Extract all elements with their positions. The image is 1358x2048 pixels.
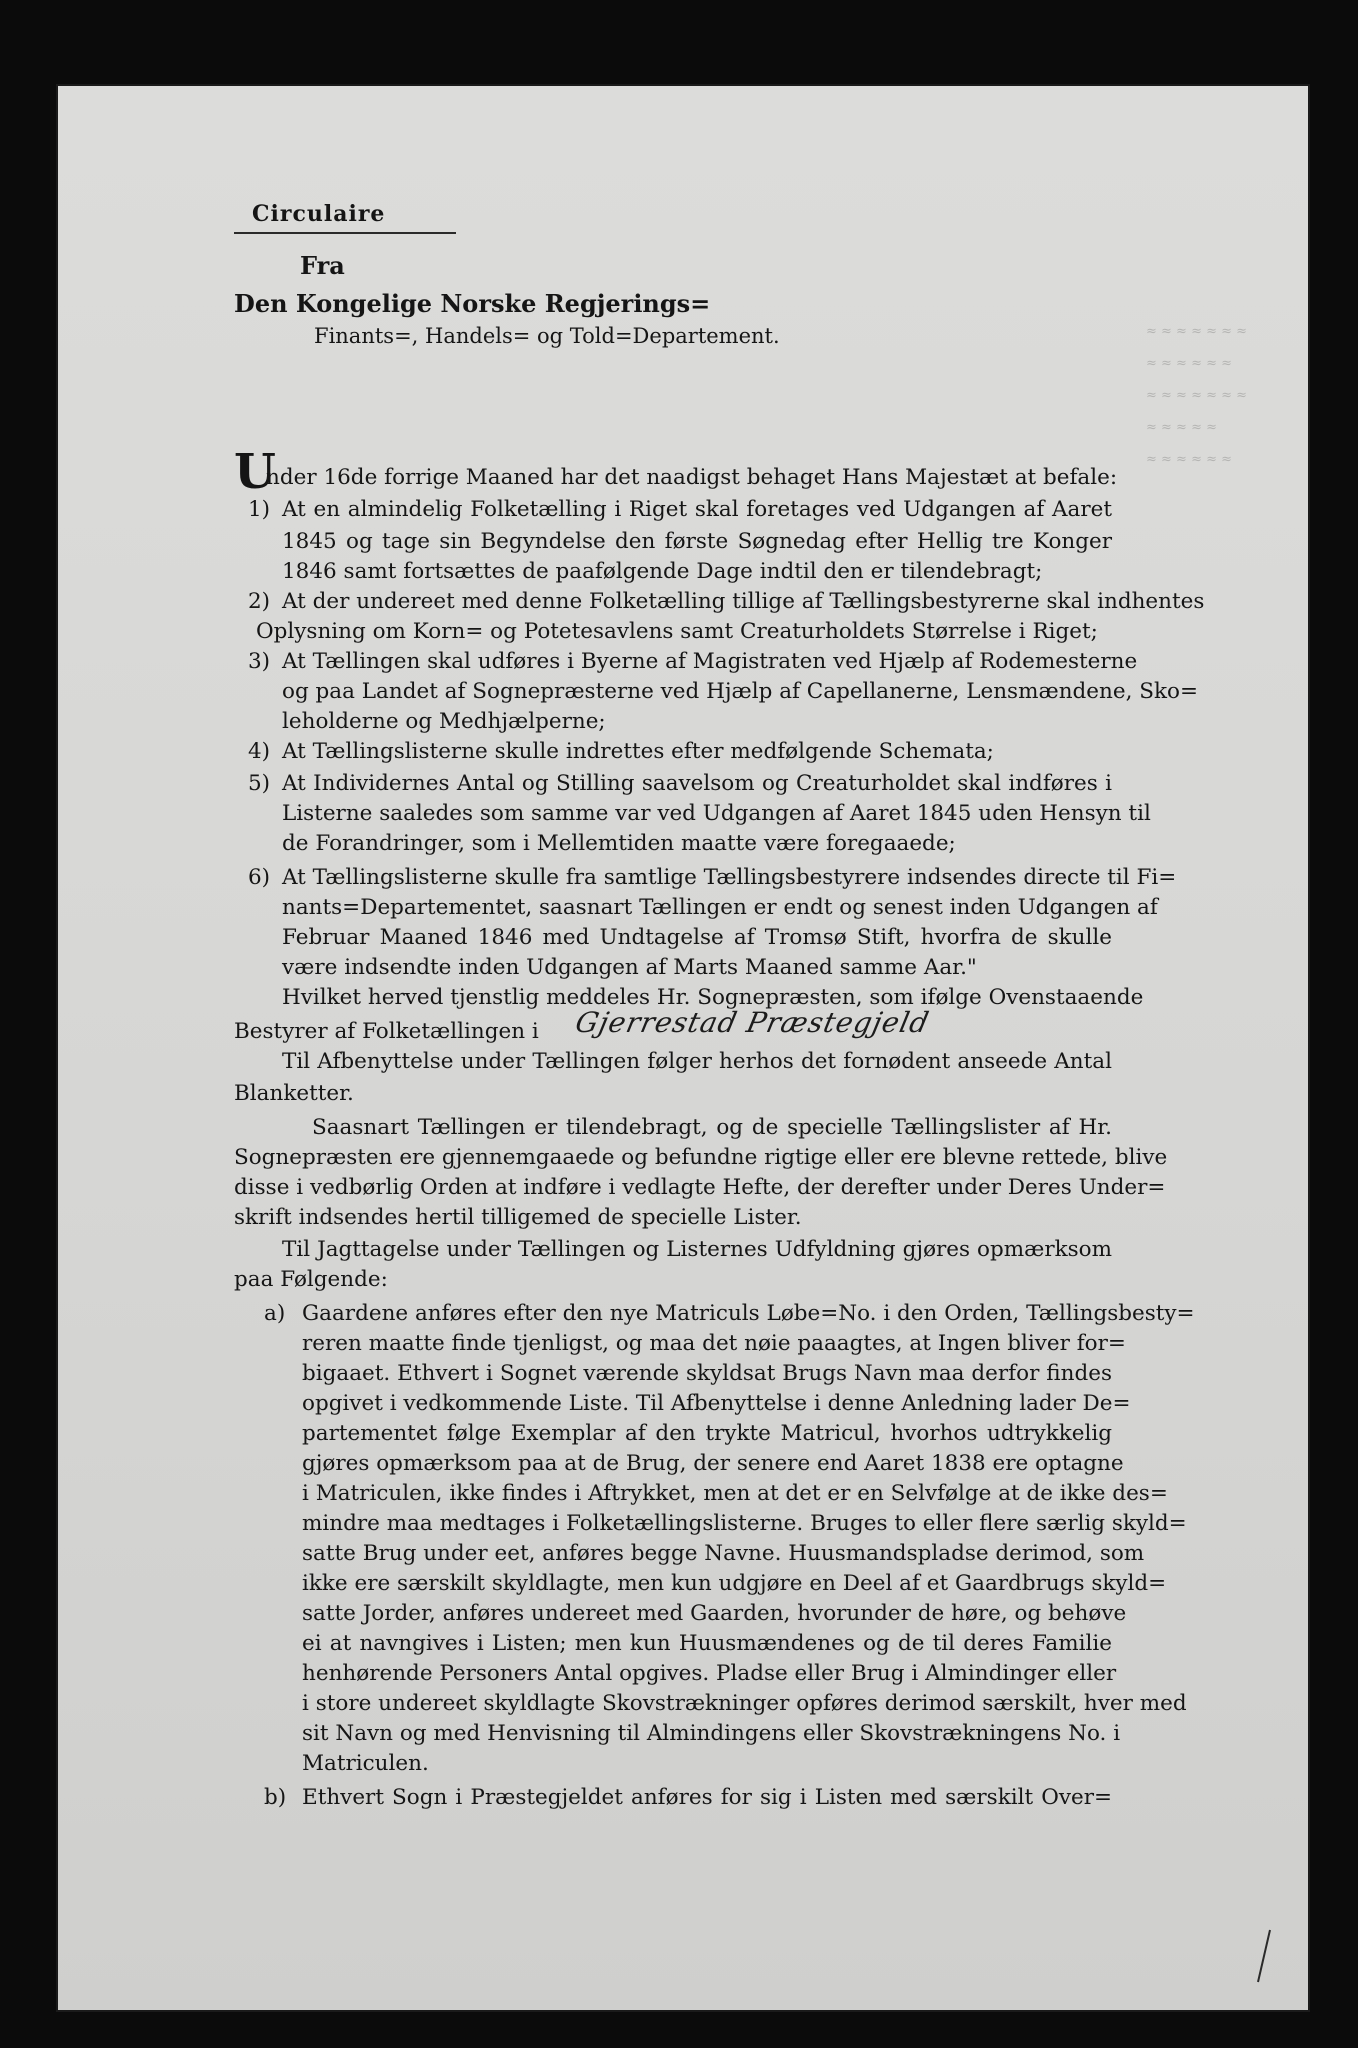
item-number: 6) — [248, 865, 271, 890]
item-line: At der undereet med denne Folketælling tillige af Tællingsbestyrerne skal indhentes — [282, 589, 1205, 614]
department-line-1: Den Kongelige Norske Regjerings= — [234, 289, 711, 318]
item-number: 4) — [248, 739, 271, 764]
title-underline — [234, 232, 456, 234]
item-line: Listerne saaledes som samme var ved Udgangen af Aaret 1845 uden Hensyn til — [282, 801, 1151, 826]
item-line: være indsendte inden Udgangen af Marts Maaned samme Aar." — [282, 955, 977, 980]
item-number: 2) — [248, 589, 271, 614]
item-line: 1846 samt fortsættes de paafølgende Dage indtil den er tilendebragt; — [282, 559, 1043, 584]
item-line: 1845 og tage sin Begyndelse den første Søgnedag efter Hellig tre Konger — [282, 529, 1112, 554]
item-line: leholderne og Medhjælperne; — [282, 709, 606, 734]
paragraph-line: skrift indsendes hertil tilligemed de specielle Lister. — [234, 1205, 802, 1230]
sub-item-line: sit Navn og med Henvisning til Almindingens eller Skovstrækningens No. i — [302, 1721, 1121, 1746]
department-line-2: Finants=, Handels= og Told=Departement. — [314, 324, 780, 348]
item-line: nants=Departementet, saasnart Tællingen er endt og senest inden Udgangen af — [282, 895, 1158, 920]
paragraph-line: Saasnart Tællingen er tilendebragt, og de specielle Tællingslister af Hr. — [312, 1115, 1112, 1140]
sub-item-line: ei at navngives i Listen; men kun Huusmændenes og de til deres Familie — [302, 1631, 1112, 1656]
item-line: Oplysning om Korn= og Potetesavlens samt Creaturholdets Størrelse i Riget; — [256, 619, 1098, 644]
item-line: Februar Maaned 1846 med Undtagelse af Tromsø Stift, hvorfra de skulle — [282, 925, 1112, 950]
sub-item-line: partementet følge Exemplar af den trykte Matricul, hvorhos udtrykkelig — [302, 1421, 1112, 1446]
fra-label: Fra — [300, 251, 345, 280]
sub-item-line: i store undereet skyldlagte Skovstrækninger opføres derimod særskilt, hver med — [302, 1691, 1187, 1716]
sub-item-line: Matriculen. — [302, 1751, 429, 1776]
item-line: At Tællingslisterne skulle indrettes efter medfølgende Schemata; — [282, 739, 994, 764]
sub-item-line: i Matriculen, ikke findes i Aftrykket, men at det er en Selvfølge at de ikke des= — [302, 1481, 1168, 1506]
item-line: og paa Landet af Sognepræsterne ved Hjælp af Capellanerne, Lensmændene, Sko= — [282, 679, 1198, 704]
paragraph-line: Sognepræsten ere gjennemgaaede og befundne rigtige eller ere blevne rettede, blive — [234, 1145, 1168, 1170]
show-through-text: ≈ ≈ ≈ ≈ ≈ ≈ ≈ ≈ ≈ ≈ ≈ ≈ ≈ ≈ ≈ ≈ ≈ ≈ ≈ ≈ ≈ ≈ ≈ ≈ ≈ ≈ ≈ ≈ ≈ ≈ ≈ — [1146, 324, 1248, 467]
item-line: At Tællingen skal udføres i Byerne af Magistraten ved Hjælp af Rodemesterne — [282, 649, 1138, 674]
sub-item-line: Ethvert Sogn i Præstegjeldet anføres for sig i Listen med særskilt Over= — [302, 1785, 1112, 1810]
sub-item-line: bigaaet. Ethvert i Sognet værende skyldsat Brugs Navn maa derfor findes — [302, 1361, 1112, 1386]
paragraph-line: Blanketter. — [234, 1081, 354, 1106]
sub-item-line: reren maatte finde tjenligst, og maa det nøie paaagtes, at Ingen bliver for= — [302, 1331, 1126, 1356]
page-text — [56, 84, 1310, 2012]
paragraph-line: Bestyrer af Folketællingen i — [234, 1019, 539, 1044]
sub-item-letter: b) — [264, 1785, 287, 1810]
drop-cap: U — [234, 444, 276, 500]
sub-item-line: Gaardene anføres efter den nye Matriculs Løbe=No. i den Orden, Tællingsbesty= — [302, 1301, 1195, 1326]
item-line: At Tællingslisterne skulle fra samtlige Tællingsbestyrere indsendes directe til Fi= — [282, 865, 1177, 890]
item-line: At en almindelig Folketælling i Riget skal foretages ved Udgangen af Aaret — [282, 497, 1112, 522]
sub-item-line: satte Jorder, anføres undereet med Gaarden, hvorunder de høre, og behøve — [302, 1601, 1127, 1626]
page-corner-mark — [1248, 1924, 1308, 1984]
sub-item-line: gjøres opmærksom paa at de Brug, der senere end Aaret 1838 ere optagne — [302, 1451, 1124, 1476]
item-line: At Individernes Antal og Stilling saavelsom og Creaturholdet skal indføres i — [282, 771, 1112, 796]
item-number: 5) — [248, 771, 271, 796]
sub-item-line: henhørende Personers Antal opgives. Pladse eller Brug i Almindinger eller — [302, 1661, 1117, 1686]
paragraph-line: disse i vedbørlig Orden at indføre i vedlagte Hefte, der derefter under Deres Under= — [234, 1175, 1166, 1200]
paragraph-line: Til Jagttagelse under Tællingen og Listernes Udfyldning gjøres opmærksom — [282, 1237, 1112, 1262]
item-line: de Forandringer, som i Mellemtiden maatte være foregaaede; — [282, 831, 956, 856]
sub-item-line: ikke ere særskilt skyldlagte, men kun udgjøre en Deel af et Gaardbrugs skyld= — [302, 1571, 1167, 1596]
paragraph-line: Hvilket herved tjenstlig meddeles Hr. Sognepræsten, som ifølge Ovenstaaende — [282, 985, 1144, 1010]
item-number: 3) — [248, 649, 271, 674]
handwritten-parish-name: Gjerrestad Præstegjeld — [572, 1006, 933, 1039]
sub-item-line: satte Brug under eet, anføres begge Navne. Huusmandspladse derimod, som — [302, 1541, 1145, 1566]
sub-item-line: mindre maa medtages i Folketællingslisterne. Bruges to eller flere særlig skyld= — [302, 1511, 1187, 1536]
item-number: 1) — [248, 497, 271, 522]
circulaire-title: Circulaire — [252, 201, 386, 227]
paragraph-line: Til Afbenyttelse under Tællingen følger herhos det fornødent anseede Antal — [282, 1049, 1112, 1074]
sub-item-letter: a) — [264, 1301, 286, 1326]
document-page — [56, 84, 1310, 2012]
intro-line: nder 16de forrige Maaned har det naadigst behaget Hans Majestæt at befale: — [266, 465, 1118, 490]
sub-item-line: opgivet i vedkommende Liste. Til Afbenyttelse i denne Anledning lader De= — [302, 1391, 1131, 1416]
paragraph-line: paa Følgende: — [234, 1267, 388, 1292]
